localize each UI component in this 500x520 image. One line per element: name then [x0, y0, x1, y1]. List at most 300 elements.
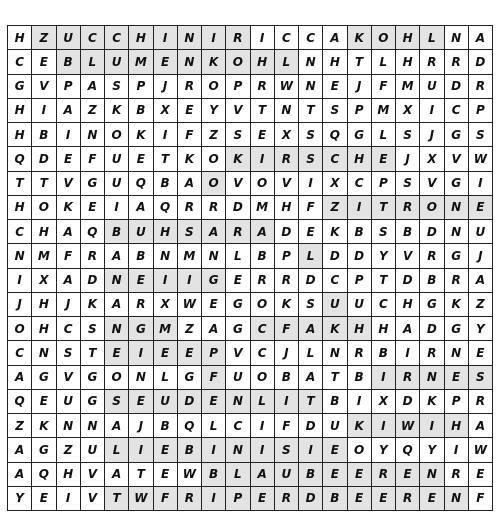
grid-cell[interactable]: A	[8, 366, 32, 390]
grid-cell[interactable]: O	[420, 196, 444, 220]
grid-cell[interactable]: D	[299, 269, 323, 293]
grid-cell[interactable]: P	[348, 99, 372, 123]
grid-cell[interactable]: T	[32, 172, 56, 196]
grid-cell[interactable]: W	[129, 487, 153, 511]
grid-cell[interactable]: Q	[323, 123, 347, 147]
grid-cell[interactable]: S	[469, 123, 493, 147]
grid-cell[interactable]: K	[275, 293, 299, 317]
grid-cell[interactable]: T	[372, 269, 396, 293]
grid-cell[interactable]: J	[469, 244, 493, 268]
grid-cell[interactable]: P	[226, 75, 250, 99]
grid-cell[interactable]: I	[251, 438, 275, 462]
grid-cell[interactable]: V	[445, 147, 469, 171]
grid-cell[interactable]: E	[251, 123, 275, 147]
grid-cell[interactable]: K	[348, 414, 372, 438]
grid-cell[interactable]: E	[202, 293, 226, 317]
grid-cell[interactable]: R	[420, 244, 444, 268]
grid-cell[interactable]: N	[178, 50, 202, 74]
grid-cell[interactable]: O	[8, 317, 32, 341]
grid-cell[interactable]: N	[323, 341, 347, 365]
grid-cell[interactable]: S	[81, 317, 105, 341]
grid-cell[interactable]: K	[226, 147, 250, 171]
grid-cell[interactable]: A	[57, 99, 81, 123]
grid-cell[interactable]: M	[154, 317, 178, 341]
grid-cell[interactable]: D	[348, 244, 372, 268]
grid-cell[interactable]: Z	[469, 293, 493, 317]
grid-cell[interactable]: H	[32, 293, 56, 317]
grid-cell[interactable]: H	[8, 196, 32, 220]
grid-cell[interactable]: A	[105, 244, 129, 268]
grid-cell[interactable]: F	[81, 147, 105, 171]
grid-cell[interactable]: E	[372, 147, 396, 171]
grid-cell[interactable]: I	[202, 438, 226, 462]
grid-cell[interactable]: H	[8, 99, 32, 123]
grid-cell[interactable]: I	[348, 390, 372, 414]
grid-cell[interactable]: U	[275, 463, 299, 487]
grid-cell[interactable]: R	[275, 269, 299, 293]
grid-cell[interactable]: B	[57, 50, 81, 74]
grid-cell[interactable]: H	[32, 220, 56, 244]
grid-cell[interactable]: H	[275, 196, 299, 220]
grid-cell[interactable]: E	[154, 341, 178, 365]
grid-cell[interactable]: I	[129, 438, 153, 462]
grid-cell[interactable]: I	[129, 341, 153, 365]
grid-cell[interactable]: G	[445, 317, 469, 341]
grid-cell[interactable]: H	[396, 293, 420, 317]
grid-cell[interactable]: I	[445, 438, 469, 462]
grid-cell[interactable]: T	[372, 196, 396, 220]
grid-cell[interactable]: G	[420, 293, 444, 317]
grid-cell[interactable]: S	[226, 123, 250, 147]
grid-cell[interactable]: M	[129, 50, 153, 74]
grid-cell[interactable]: R	[445, 269, 469, 293]
grid-cell[interactable]: R	[469, 75, 493, 99]
grid-cell[interactable]: N	[420, 463, 444, 487]
grid-cell[interactable]: F	[299, 196, 323, 220]
grid-cell[interactable]: R	[275, 487, 299, 511]
grid-cell[interactable]: D	[81, 269, 105, 293]
grid-cell[interactable]: Y	[8, 487, 32, 511]
grid-cell[interactable]: B	[372, 341, 396, 365]
grid-cell[interactable]: W	[469, 147, 493, 171]
grid-cell[interactable]: T	[129, 463, 153, 487]
grid-cell[interactable]: C	[275, 26, 299, 50]
grid-cell[interactable]: F	[275, 414, 299, 438]
grid-cell[interactable]: G	[226, 293, 250, 317]
grid-cell[interactable]: C	[323, 147, 347, 171]
grid-cell[interactable]: T	[105, 487, 129, 511]
grid-cell[interactable]: U	[154, 390, 178, 414]
grid-cell[interactable]: E	[323, 438, 347, 462]
grid-cell[interactable]: C	[251, 317, 275, 341]
grid-cell[interactable]: T	[8, 172, 32, 196]
grid-cell[interactable]: H	[348, 317, 372, 341]
grid-cell[interactable]: E	[32, 390, 56, 414]
grid-cell[interactable]: A	[105, 414, 129, 438]
grid-cell[interactable]: S	[299, 123, 323, 147]
grid-cell[interactable]: P	[275, 244, 299, 268]
grid-cell[interactable]: O	[251, 293, 275, 317]
grid-cell[interactable]: S	[372, 220, 396, 244]
grid-cell[interactable]: U	[105, 50, 129, 74]
grid-cell[interactable]: H	[129, 26, 153, 50]
grid-cell[interactable]: R	[129, 293, 153, 317]
grid-cell[interactable]: X	[420, 147, 444, 171]
grid-cell[interactable]: E	[445, 366, 469, 390]
grid-cell[interactable]: V	[57, 366, 81, 390]
grid-cell[interactable]: X	[154, 293, 178, 317]
grid-cell[interactable]: A	[178, 172, 202, 196]
grid-cell[interactable]: C	[226, 414, 250, 438]
grid-cell[interactable]: T	[323, 366, 347, 390]
grid-cell[interactable]: U	[105, 172, 129, 196]
grid-cell[interactable]: P	[469, 99, 493, 123]
grid-cell[interactable]: Z	[8, 414, 32, 438]
grid-cell[interactable]: N	[202, 244, 226, 268]
grid-cell[interactable]: O	[32, 196, 56, 220]
grid-cell[interactable]: B	[202, 463, 226, 487]
grid-cell[interactable]: C	[372, 293, 396, 317]
grid-cell[interactable]: O	[348, 438, 372, 462]
grid-cell[interactable]: P	[57, 75, 81, 99]
grid-cell[interactable]: C	[348, 172, 372, 196]
grid-cell[interactable]: I	[178, 269, 202, 293]
grid-cell[interactable]: O	[372, 26, 396, 50]
grid-cell[interactable]: L	[81, 50, 105, 74]
grid-cell[interactable]: A	[129, 196, 153, 220]
grid-cell[interactable]: D	[420, 317, 444, 341]
grid-cell[interactable]: N	[105, 269, 129, 293]
grid-cell[interactable]: K	[57, 196, 81, 220]
grid-cell[interactable]: C	[81, 26, 105, 50]
grid-cell[interactable]: E	[32, 487, 56, 511]
grid-cell[interactable]: Y	[372, 244, 396, 268]
grid-cell[interactable]: H	[8, 26, 32, 50]
grid-cell[interactable]: S	[396, 123, 420, 147]
grid-cell[interactable]: E	[129, 269, 153, 293]
grid-cell[interactable]: X	[372, 390, 396, 414]
grid-cell[interactable]: N	[445, 487, 469, 511]
grid-cell[interactable]: B	[323, 487, 347, 511]
grid-cell[interactable]: R	[445, 463, 469, 487]
grid-cell[interactable]: Z	[81, 99, 105, 123]
grid-cell[interactable]: R	[226, 26, 250, 50]
grid-cell[interactable]: R	[178, 75, 202, 99]
grid-cell[interactable]: R	[202, 196, 226, 220]
grid-cell[interactable]: S	[178, 220, 202, 244]
grid-cell[interactable]: I	[154, 26, 178, 50]
grid-cell[interactable]: P	[129, 75, 153, 99]
grid-cell[interactable]: G	[178, 366, 202, 390]
grid-cell[interactable]: G	[32, 438, 56, 462]
grid-cell[interactable]: E	[154, 463, 178, 487]
grid-cell[interactable]: U	[420, 75, 444, 99]
grid-cell[interactable]: N	[129, 366, 153, 390]
grid-cell[interactable]: U	[323, 293, 347, 317]
grid-cell[interactable]: P	[348, 269, 372, 293]
grid-cell[interactable]: I	[8, 269, 32, 293]
grid-cell[interactable]: T	[299, 390, 323, 414]
grid-cell[interactable]: U	[129, 220, 153, 244]
grid-cell[interactable]: R	[251, 75, 275, 99]
grid-cell[interactable]: G	[202, 269, 226, 293]
grid-cell[interactable]: Q	[129, 172, 153, 196]
grid-cell[interactable]: E	[154, 438, 178, 462]
grid-cell[interactable]: B	[420, 269, 444, 293]
grid-cell[interactable]: R	[396, 196, 420, 220]
grid-cell[interactable]: G	[81, 390, 105, 414]
grid-cell[interactable]: N	[32, 341, 56, 365]
grid-cell[interactable]: W	[178, 463, 202, 487]
grid-cell[interactable]: I	[420, 414, 444, 438]
grid-cell[interactable]: H	[57, 463, 81, 487]
grid-cell[interactable]: A	[57, 220, 81, 244]
grid-cell[interactable]: E	[105, 341, 129, 365]
grid-cell[interactable]: O	[251, 172, 275, 196]
grid-cell[interactable]: V	[81, 463, 105, 487]
grid-cell[interactable]: O	[105, 123, 129, 147]
grid-cell[interactable]: V	[226, 172, 250, 196]
grid-cell[interactable]: A	[251, 220, 275, 244]
grid-cell[interactable]: D	[178, 390, 202, 414]
grid-cell[interactable]: O	[226, 50, 250, 74]
grid-cell[interactable]: Z	[57, 438, 81, 462]
grid-cell[interactable]: O	[105, 366, 129, 390]
grid-cell[interactable]: A	[202, 317, 226, 341]
grid-cell[interactable]: L	[420, 26, 444, 50]
grid-cell[interactable]: D	[299, 414, 323, 438]
grid-cell[interactable]: N	[154, 244, 178, 268]
grid-cell[interactable]: D	[396, 269, 420, 293]
grid-cell[interactable]: L	[154, 366, 178, 390]
grid-cell[interactable]: K	[420, 390, 444, 414]
grid-cell[interactable]: B	[129, 99, 153, 123]
grid-cell[interactable]: F	[202, 366, 226, 390]
grid-cell[interactable]: D	[226, 196, 250, 220]
grid-cell[interactable]: V	[32, 75, 56, 99]
grid-cell[interactable]: I	[372, 414, 396, 438]
grid-cell[interactable]: G	[445, 172, 469, 196]
grid-cell[interactable]: B	[275, 366, 299, 390]
grid-cell[interactable]: N	[445, 26, 469, 50]
grid-cell[interactable]: H	[251, 50, 275, 74]
grid-cell[interactable]: S	[275, 438, 299, 462]
grid-cell[interactable]: Z	[202, 123, 226, 147]
grid-cell[interactable]: Q	[178, 414, 202, 438]
grid-cell[interactable]: R	[251, 269, 275, 293]
grid-cell[interactable]: M	[178, 244, 202, 268]
grid-cell[interactable]: H	[396, 50, 420, 74]
grid-cell[interactable]: C	[8, 220, 32, 244]
grid-cell[interactable]: D	[396, 390, 420, 414]
grid-cell[interactable]: N	[178, 26, 202, 50]
grid-cell[interactable]: Z	[323, 196, 347, 220]
grid-cell[interactable]: J	[154, 75, 178, 99]
grid-cell[interactable]: I	[348, 196, 372, 220]
grid-cell[interactable]: O	[202, 172, 226, 196]
grid-cell[interactable]: X	[154, 99, 178, 123]
grid-cell[interactable]: B	[348, 220, 372, 244]
grid-cell[interactable]: H	[348, 147, 372, 171]
grid-cell[interactable]: L	[372, 50, 396, 74]
grid-cell[interactable]: E	[178, 99, 202, 123]
grid-cell[interactable]: K	[445, 293, 469, 317]
grid-cell[interactable]: Y	[469, 317, 493, 341]
grid-cell[interactable]: R	[178, 487, 202, 511]
grid-cell[interactable]: T	[348, 50, 372, 74]
grid-cell[interactable]: N	[105, 317, 129, 341]
grid-cell[interactable]: I	[202, 26, 226, 50]
grid-cell[interactable]: A	[469, 26, 493, 50]
grid-cell[interactable]: B	[323, 390, 347, 414]
grid-cell[interactable]: R	[348, 341, 372, 365]
grid-cell[interactable]: X	[32, 269, 56, 293]
grid-cell[interactable]: C	[57, 317, 81, 341]
grid-cell[interactable]: K	[178, 147, 202, 171]
grid-cell[interactable]: Q	[8, 390, 32, 414]
grid-cell[interactable]: E	[226, 269, 250, 293]
grid-cell[interactable]: R	[178, 196, 202, 220]
grid-cell[interactable]: S	[299, 293, 323, 317]
grid-cell[interactable]: S	[57, 341, 81, 365]
grid-cell[interactable]: I	[469, 172, 493, 196]
grid-cell[interactable]: Q	[396, 438, 420, 462]
grid-cell[interactable]: J	[57, 293, 81, 317]
grid-cell[interactable]: I	[299, 172, 323, 196]
grid-cell[interactable]: C	[105, 26, 129, 50]
grid-cell[interactable]: U	[226, 366, 250, 390]
grid-cell[interactable]: P	[202, 341, 226, 365]
grid-cell[interactable]: I	[251, 414, 275, 438]
grid-cell[interactable]: N	[8, 244, 32, 268]
grid-cell[interactable]: V	[275, 172, 299, 196]
grid-cell[interactable]: E	[469, 341, 493, 365]
grid-cell[interactable]: G	[445, 123, 469, 147]
grid-cell[interactable]: Q	[8, 147, 32, 171]
grid-cell[interactable]: A	[105, 293, 129, 317]
grid-cell[interactable]: S	[469, 366, 493, 390]
grid-cell[interactable]: O	[251, 366, 275, 390]
grid-cell[interactable]: R	[445, 50, 469, 74]
grid-cell[interactable]: Y	[420, 438, 444, 462]
grid-cell[interactable]: F	[372, 75, 396, 99]
grid-cell[interactable]: I	[57, 487, 81, 511]
grid-cell[interactable]: E	[154, 50, 178, 74]
grid-cell[interactable]: E	[348, 487, 372, 511]
grid-cell[interactable]: U	[105, 147, 129, 171]
grid-cell[interactable]: K	[202, 50, 226, 74]
grid-cell[interactable]: A	[299, 366, 323, 390]
grid-cell[interactable]: E	[323, 75, 347, 99]
grid-cell[interactable]: N	[299, 50, 323, 74]
grid-cell[interactable]: H	[396, 26, 420, 50]
grid-cell[interactable]: E	[251, 487, 275, 511]
grid-cell[interactable]: N	[275, 99, 299, 123]
grid-cell[interactable]: J	[8, 293, 32, 317]
grid-cell[interactable]: H	[32, 317, 56, 341]
grid-cell[interactable]: G	[81, 366, 105, 390]
grid-cell[interactable]: K	[323, 220, 347, 244]
grid-cell[interactable]: E	[129, 390, 153, 414]
grid-cell[interactable]: D	[299, 487, 323, 511]
grid-cell[interactable]: Y	[372, 438, 396, 462]
grid-cell[interactable]: I	[372, 366, 396, 390]
grid-cell[interactable]: E	[57, 147, 81, 171]
grid-cell[interactable]: G	[8, 75, 32, 99]
grid-cell[interactable]: A	[8, 438, 32, 462]
grid-cell[interactable]: E	[32, 50, 56, 74]
grid-cell[interactable]: L	[202, 414, 226, 438]
grid-cell[interactable]: N	[81, 414, 105, 438]
grid-cell[interactable]: F	[469, 487, 493, 511]
grid-cell[interactable]: U	[469, 220, 493, 244]
grid-cell[interactable]: C	[299, 26, 323, 50]
grid-cell[interactable]: F	[178, 123, 202, 147]
grid-cell[interactable]: U	[323, 414, 347, 438]
grid-cell[interactable]: V	[420, 172, 444, 196]
grid-cell[interactable]: T	[299, 99, 323, 123]
grid-cell[interactable]: W	[178, 293, 202, 317]
grid-cell[interactable]: A	[57, 269, 81, 293]
grid-cell[interactable]: E	[202, 390, 226, 414]
grid-cell[interactable]: N	[445, 196, 469, 220]
grid-cell[interactable]: N	[299, 75, 323, 99]
grid-cell[interactable]: L	[105, 438, 129, 462]
grid-cell[interactable]: E	[129, 147, 153, 171]
grid-cell[interactable]: P	[226, 487, 250, 511]
grid-cell[interactable]: O	[202, 75, 226, 99]
grid-cell[interactable]: A	[299, 317, 323, 341]
grid-cell[interactable]: I	[396, 341, 420, 365]
grid-cell[interactable]: H	[8, 123, 32, 147]
grid-cell[interactable]: J	[129, 414, 153, 438]
grid-cell[interactable]: U	[348, 293, 372, 317]
grid-cell[interactable]: N	[226, 390, 250, 414]
grid-cell[interactable]: B	[178, 438, 202, 462]
grid-cell[interactable]: M	[32, 244, 56, 268]
grid-cell[interactable]: V	[226, 341, 250, 365]
grid-cell[interactable]: K	[323, 317, 347, 341]
grid-cell[interactable]: A	[8, 463, 32, 487]
grid-cell[interactable]: R	[372, 463, 396, 487]
grid-cell[interactable]: C	[8, 50, 32, 74]
grid-cell[interactable]: I	[275, 390, 299, 414]
grid-cell[interactable]: R	[275, 147, 299, 171]
grid-cell[interactable]: S	[323, 99, 347, 123]
grid-cell[interactable]: V	[81, 487, 105, 511]
grid-cell[interactable]: L	[226, 463, 250, 487]
grid-cell[interactable]: G	[226, 317, 250, 341]
grid-cell[interactable]: S	[299, 147, 323, 171]
grid-cell[interactable]: K	[81, 293, 105, 317]
grid-cell[interactable]: Q	[32, 463, 56, 487]
grid-cell[interactable]: J	[420, 123, 444, 147]
grid-cell[interactable]: B	[251, 244, 275, 268]
grid-cell[interactable]: D	[420, 220, 444, 244]
grid-cell[interactable]: J	[396, 147, 420, 171]
grid-cell[interactable]: N	[420, 366, 444, 390]
grid-cell[interactable]: E	[178, 341, 202, 365]
grid-cell[interactable]: E	[469, 196, 493, 220]
grid-cell[interactable]: R	[81, 244, 105, 268]
grid-cell[interactable]: T	[81, 341, 105, 365]
grid-cell[interactable]: R	[420, 50, 444, 74]
grid-cell[interactable]: I	[105, 196, 129, 220]
grid-cell[interactable]: H	[372, 317, 396, 341]
grid-cell[interactable]: V	[226, 99, 250, 123]
grid-cell[interactable]: S	[105, 75, 129, 99]
grid-cell[interactable]: I	[251, 26, 275, 50]
